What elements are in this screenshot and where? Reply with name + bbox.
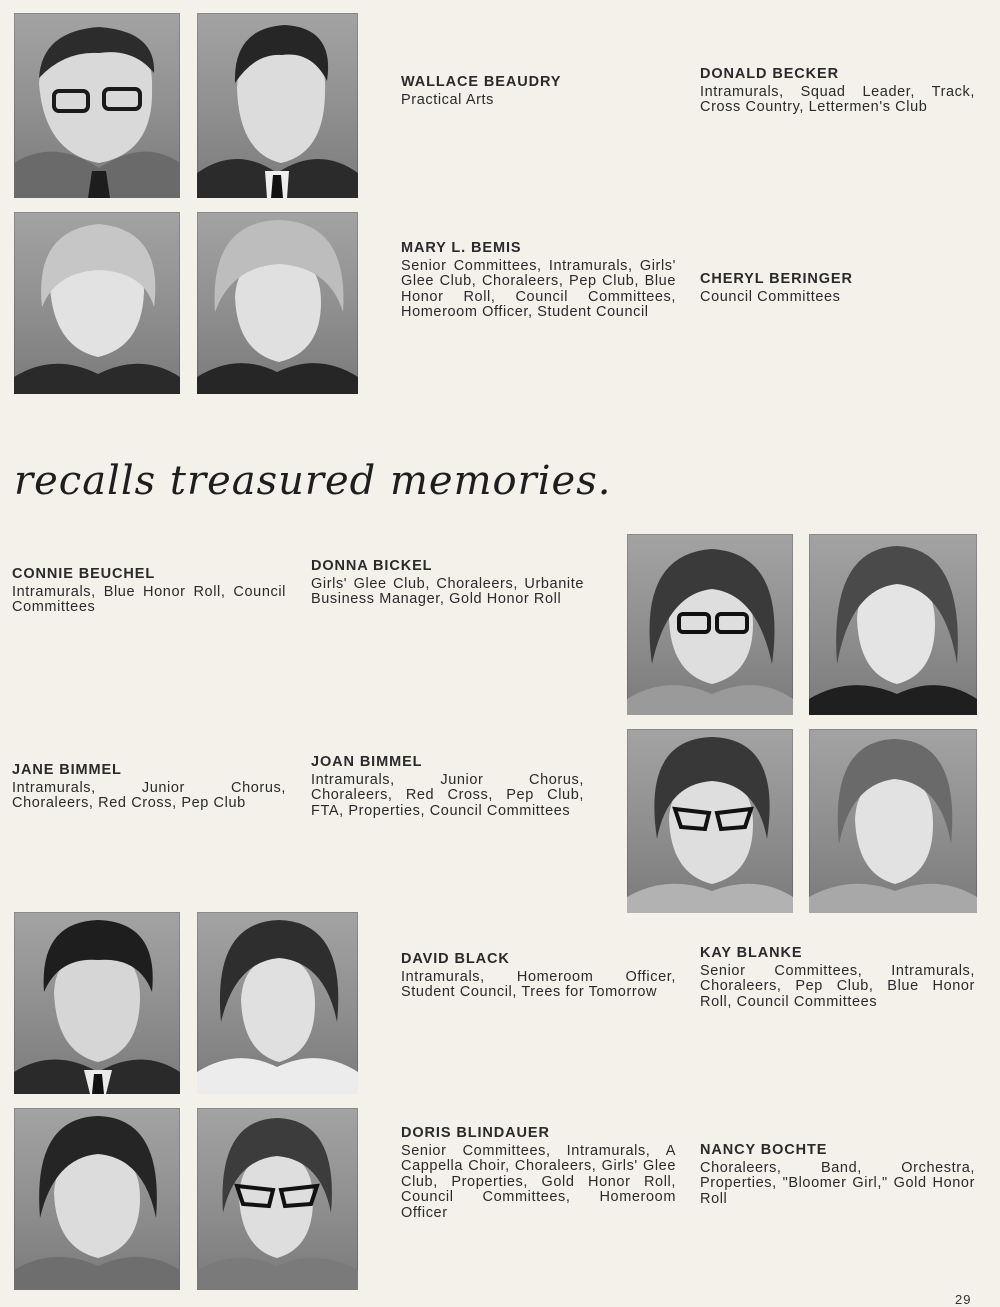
- portrait-photo-donald-becker: [197, 13, 358, 198]
- page-headline: recalls treasured memories.: [14, 458, 612, 504]
- portrait-silhouette: [809, 534, 977, 715]
- student-name: DAVID BLACK: [401, 951, 510, 967]
- portrait-silhouette: [197, 212, 358, 394]
- portrait-silhouette: [809, 729, 977, 913]
- student-entry-joan-bimmel: [311, 755, 584, 819]
- student-name: DONALD BECKER: [700, 66, 839, 82]
- student-entry-connie-beuchel: [12, 567, 286, 616]
- portrait-photo-mary-bemis: [14, 212, 180, 394]
- student-entry-doris-blindauer: [401, 1126, 676, 1221]
- student-activities: Intramurals, Homeroom Officer, Student Council, Trees for Tomorrow: [401, 968, 676, 1000]
- student-name: JANE BIMMEL: [12, 762, 122, 778]
- student-activities: Intramurals, Junior Chorus, Choraleers, Red Cross, Pep Club, FTA, Properties, Council Committees: [311, 771, 584, 819]
- student-name: DORIS BLINDAUER: [401, 1125, 550, 1141]
- student-activities: Practical Arts: [401, 91, 495, 108]
- student-name: NANCY BOCHTE: [700, 1142, 828, 1158]
- portrait-photo-david-black: [14, 912, 180, 1094]
- student-name: DONNA BICKEL: [311, 558, 433, 574]
- portrait-silhouette: [14, 912, 180, 1094]
- student-name: JOAN BIMMEL: [311, 754, 423, 770]
- portrait-photo-connie-beuchel: [627, 534, 793, 715]
- student-activities: Council Committees: [700, 288, 841, 305]
- student-activities: Intramurals, Blue Honor Roll, Council Committees: [12, 583, 286, 615]
- portrait-photo-joan-bimmel: [809, 729, 977, 913]
- student-entry-donald-becker: [700, 67, 975, 116]
- student-entry-david-black: [401, 952, 676, 1001]
- student-entry-wallace-beaudry: [401, 75, 676, 108]
- student-name: CHERYL BERINGER: [700, 271, 853, 287]
- student-activities: Girls' Glee Club, Choraleers, Urbanite Business Manager, Gold Honor Roll: [311, 575, 584, 607]
- student-entry-cheryl-beringer: [700, 272, 975, 305]
- student-name: MARY L. BEMIS: [401, 240, 522, 256]
- page-number: 29: [955, 1292, 972, 1307]
- portrait-photo-donna-bickel: [809, 534, 977, 715]
- student-activities: Intramurals, Squad Leader, Track, Cross Country, Lettermen's Club: [700, 83, 975, 115]
- student-activities: Senior Committees, Intramurals, Choraleers, Pep Club, Blue Honor Roll, Council Committees: [700, 962, 975, 1010]
- portrait-silhouette: [197, 13, 358, 198]
- student-activities: Senior Committees, Intramurals, A Cappella Choir, Choraleers, Girls' Glee Club, Properties, Gold Honor Roll, Council Committees, Homeroom Officer: [401, 1142, 676, 1221]
- portrait-photo-doris-blindauer: [14, 1108, 180, 1290]
- portrait-photo-cheryl-beringer: [197, 212, 358, 394]
- portrait-silhouette: [14, 1108, 180, 1290]
- student-activities: Intramurals, Junior Chorus, Choraleers, Red Cross, Pep Club: [12, 779, 286, 811]
- portrait-silhouette: [197, 912, 358, 1094]
- student-name: KAY BLANKE: [700, 945, 803, 961]
- student-entry-nancy-bochte: [700, 1143, 975, 1207]
- portrait-photo-kay-blanke: [197, 912, 358, 1094]
- portrait-silhouette: [197, 1108, 358, 1290]
- student-entry-kay-blanke: [700, 946, 975, 1010]
- portrait-photo-jane-bimmel: [627, 729, 793, 913]
- student-activities: Senior Committees, Intramurals, Girls' Glee Club, Choraleers, Pep Club, Blue Honor Roll, Council Committees, Homeroom Officer, Student Council: [401, 257, 676, 320]
- student-entry-jane-bimmel: [12, 763, 286, 812]
- portrait-silhouette: [627, 534, 793, 715]
- student-name: CONNIE BEUCHEL: [12, 566, 156, 582]
- portrait-silhouette: [14, 212, 180, 394]
- student-entry-donna-bickel: [311, 559, 584, 608]
- portrait-photo-wallace-beaudry: [14, 13, 180, 198]
- portrait-silhouette: [14, 13, 180, 198]
- student-activities: Choraleers, Band, Orchestra, Properties, "Bloomer Girl," Gold Honor Roll: [700, 1159, 975, 1207]
- portrait-silhouette: [627, 729, 793, 913]
- portrait-photo-nancy-bochte: [197, 1108, 358, 1290]
- student-entry-mary-bemis: [401, 241, 676, 321]
- student-name: WALLACE BEAUDRY: [401, 74, 562, 90]
